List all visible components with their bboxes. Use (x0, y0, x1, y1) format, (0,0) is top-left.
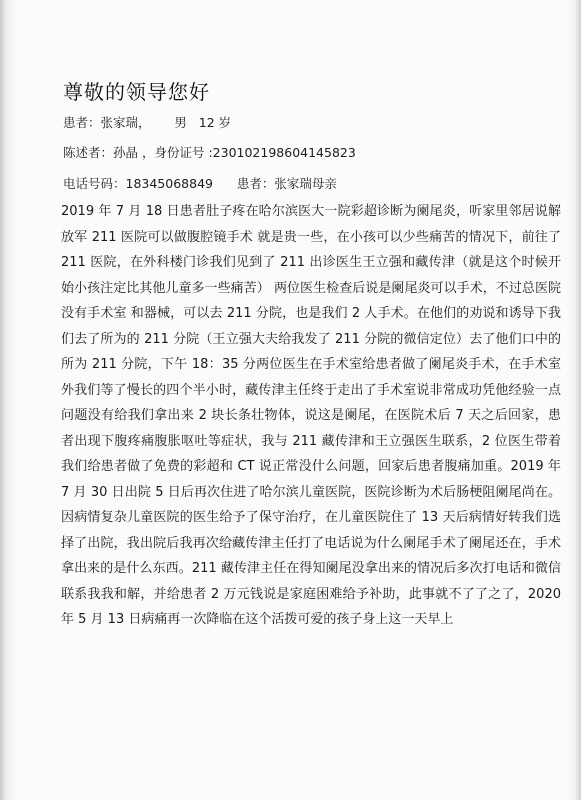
letter-body: 2019 年 7 月 18 日患者肚子疼在哈尔滨医大一院彩超诊断为阑尾炎，听家里邻居说解放军 211 医院可以做腹腔镜手术 就是贵一些，在小孩可以少些痛苦的情况下，前往了 211 医院，在外科楼门诊我们见到了 211 出诊医生王立强和藏传津（就是这个时候开始小孩注定比其他儿童多一些痛苦） 两位医生检查后说是阑尾炎可以手术，不过总医院没有手术室 和器械，可以去 211 分院，也是我们 2 人手术。在他们的劝说和诱导下我们去了所为的 211 分院（王立强大夫给我发了 211 分院的微信定位）去了他们口中的所为 211 分院，下午 18：35 分两位医生在手术室给患者做了阑尾炎手术，在手术室外我们等了慢长的四个半小时，藏传津主任终于走出了手术室说非常成功凭他经验一点问题没有给我们拿出来 2 块长条壮物体，说这是阑尾，在医院术后 7 天之后回家，患者出现下腹疼痛腹胀呕吐等症状，我与 211 藏传津和王立强医生联系，2 位医生带着我们给患者做了免费的彩超和 CT 说正常没什么问题，回家后患者腹痛加重。2019 年 7 月 30 日出院 5 日后再次住进了哈尔滨儿童医院，医院诊断为术后肠梗阻阑尾尚在。因病情复杂儿童医院的医生给予了保守治疗，在儿童医院住了 13 天后病情好转我们选择了出院，我出院后我再次给藏传津主任打了电话说为什么阑尾手术了阑尾还在，手术拿出来的是什么东西。211 藏传津主任在得知阑尾没拿出来的情况后多次打电话和微信联系我我和解，并给患者 2 万元钱说是家庭困难给予补助，此事就不了了之了，2020 年 5 月 13 日病痛再一次降临在这个活拨可爱的孩子身上这一天早上 (61, 204, 561, 627)
letter-title: 尊敬的领导您好 (63, 80, 210, 104)
narrator-info-line: 陈述者：孙晶 ，身份证号 :230102198604145823 (63, 145, 356, 160)
patient-info-line: 患者：张家瑞， 男 12 岁 (63, 115, 232, 130)
phone-info-line: 电话号码：18345068849 患者：张家瑞母亲 (63, 176, 337, 191)
